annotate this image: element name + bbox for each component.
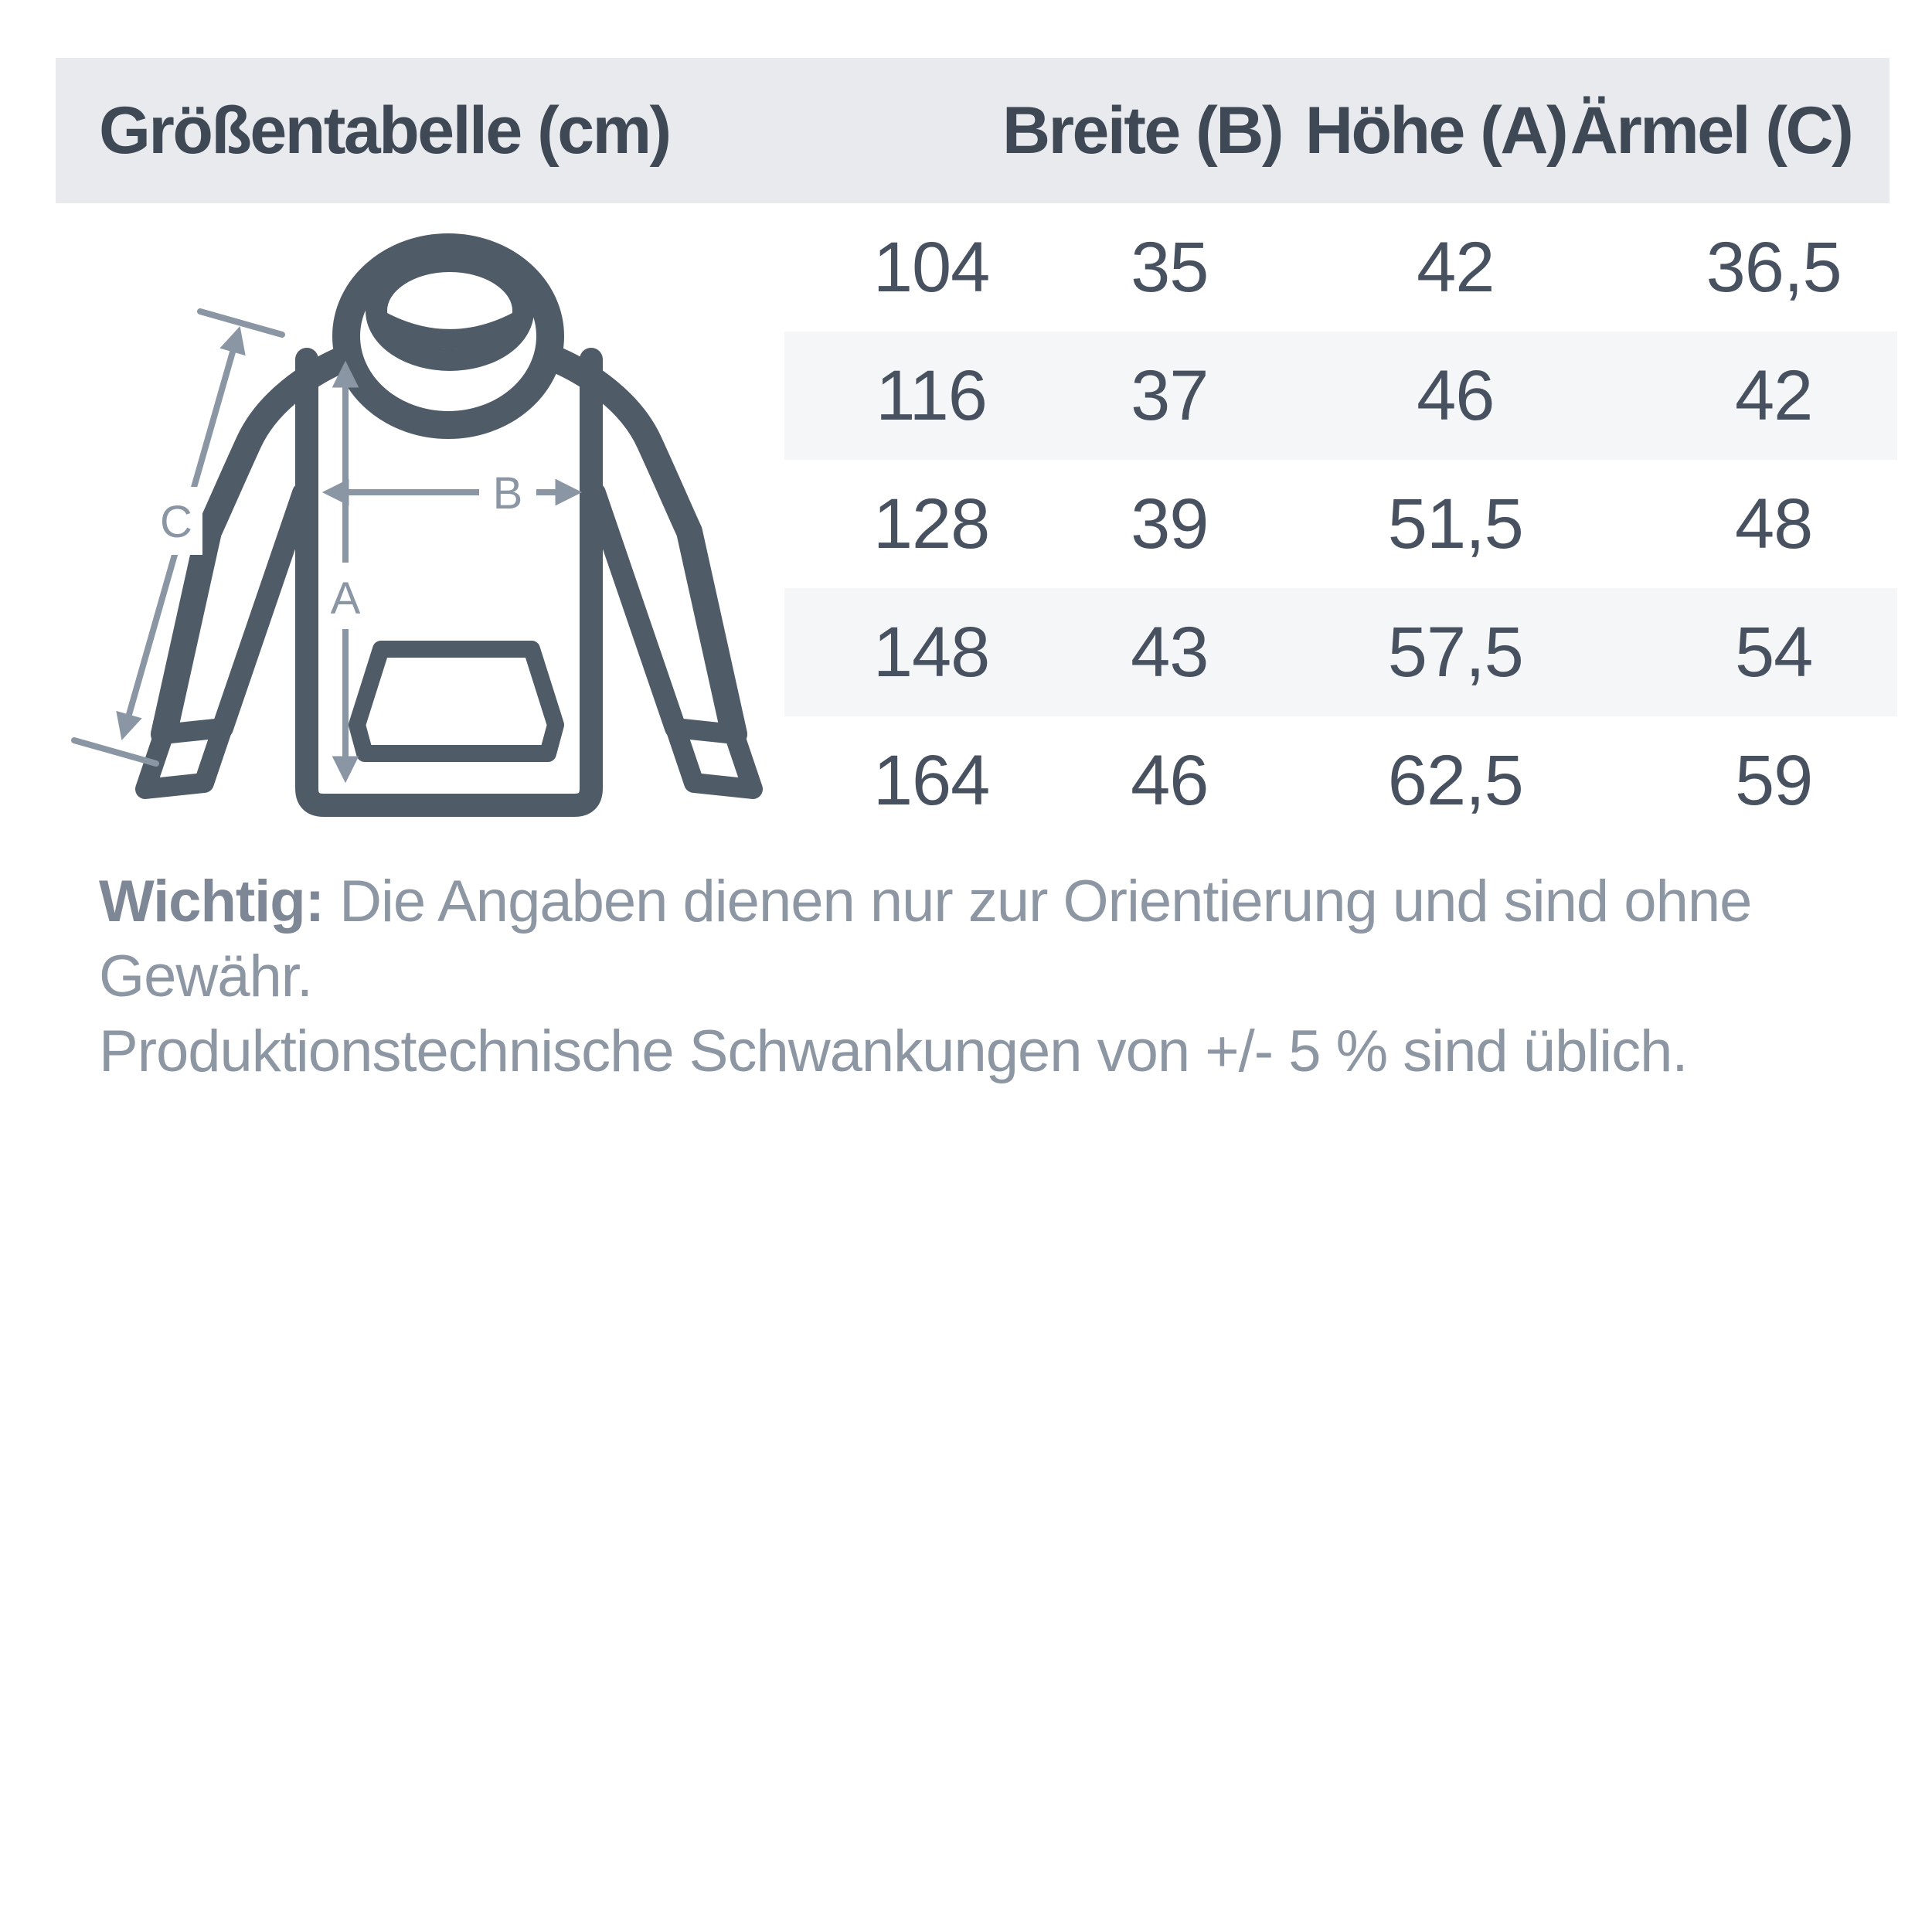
hoodie-measurement-diagram bbox=[54, 224, 788, 842]
disclaimer-line1: Die Angaben dienen nur zur Orientierung und sind ohne Gewähr. bbox=[99, 869, 1752, 1009]
right-sleeve-inner-edge bbox=[595, 493, 675, 728]
column-header-hoehe: Höhe (A) bbox=[1304, 94, 1567, 168]
cell-aermel: 59 bbox=[1734, 740, 1813, 820]
label-b: B bbox=[492, 468, 523, 519]
cell-size: 148 bbox=[872, 612, 990, 692]
cell-hoehe: 42 bbox=[1417, 227, 1495, 307]
column-header-breite: Breite (B) bbox=[1002, 94, 1283, 168]
cell-size: 164 bbox=[872, 740, 990, 820]
disclaimer-line2: Produktionstechnische Schwankungen von +/- 5 % sind üblich. bbox=[99, 1019, 1688, 1084]
cell-breite: 37 bbox=[1131, 355, 1209, 435]
size-table bbox=[784, 203, 1897, 845]
cell-size: 116 bbox=[876, 355, 987, 435]
left-sleeve-inner-edge bbox=[223, 493, 303, 728]
disclaimer-note bbox=[99, 864, 1845, 1089]
cell-aermel: 36,5 bbox=[1706, 227, 1842, 307]
cell-hoehe: 57,5 bbox=[1387, 612, 1523, 692]
kangaroo-pocket bbox=[357, 649, 556, 753]
table-header-bar bbox=[56, 58, 1889, 203]
right-sleeve-outer-edge bbox=[546, 355, 734, 734]
page-title: Größentabelle (cm) bbox=[99, 94, 670, 168]
cell-breite: 39 bbox=[1131, 484, 1209, 563]
table-row bbox=[784, 203, 1897, 332]
cell-size: 128 bbox=[872, 484, 990, 563]
label-c: C bbox=[160, 497, 192, 547]
cell-hoehe: 46 bbox=[1417, 355, 1495, 435]
cell-breite: 46 bbox=[1131, 740, 1209, 820]
sleeve-arrow-c-top-tick bbox=[200, 311, 282, 335]
cell-breite: 43 bbox=[1131, 612, 1209, 692]
cell-hoehe: 51,5 bbox=[1387, 484, 1523, 563]
cell-hoehe: 62,5 bbox=[1387, 740, 1523, 820]
table-row bbox=[784, 460, 1897, 588]
left-cuff bbox=[145, 728, 223, 789]
sleeve-arrow-c-bottom-tick bbox=[74, 740, 156, 764]
table-row bbox=[784, 332, 1897, 460]
table-row bbox=[784, 716, 1897, 845]
cell-size: 104 bbox=[872, 227, 990, 307]
right-cuff bbox=[675, 728, 753, 789]
hoodie-outline-icon bbox=[145, 247, 753, 805]
cell-aermel: 42 bbox=[1734, 355, 1813, 435]
cell-aermel: 54 bbox=[1734, 612, 1813, 692]
label-a: A bbox=[330, 573, 361, 624]
cell-breite: 35 bbox=[1131, 227, 1209, 307]
column-header-aermel: Ärmel (C) bbox=[1570, 94, 1852, 168]
table-row bbox=[784, 588, 1897, 716]
cell-aermel: 48 bbox=[1734, 484, 1813, 563]
disclaimer-prefix: Wichtig: bbox=[99, 869, 325, 934]
